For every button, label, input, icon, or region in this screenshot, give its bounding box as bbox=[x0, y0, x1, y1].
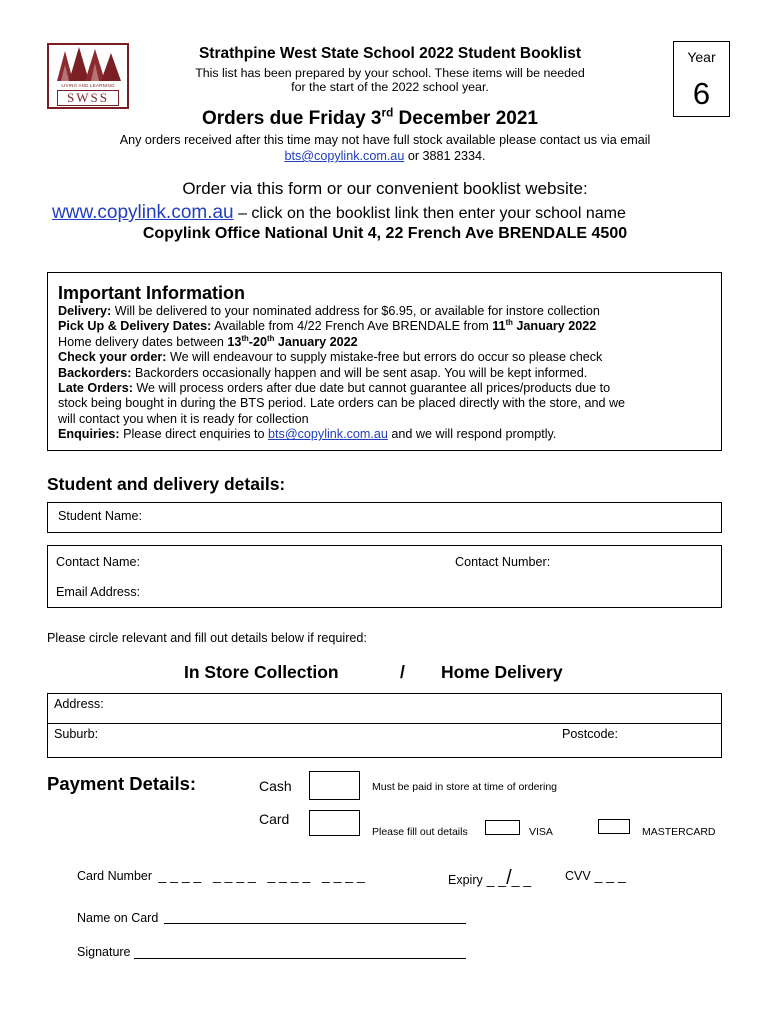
info-delivery: Delivery: Will be delivered to your nominated address for $6.95, or available for instore collection bbox=[58, 304, 600, 318]
card-number-row[interactable] bbox=[77, 867, 365, 885]
logo-motto: LIVING AND LEARNING bbox=[61, 83, 115, 88]
card-note: Please fill out details bbox=[372, 826, 468, 838]
info-pickup: Pick Up & Delivery Dates: Available from 4/22 French Ave BRENDALE from 11th January 2022 bbox=[58, 318, 597, 334]
contact-details-field[interactable] bbox=[47, 545, 722, 608]
info-backorders: Backorders: Backorders occasionally happen and will be sent asap. You will be kept informed. bbox=[58, 365, 588, 380]
expiry-row[interactable]: Expiry _ _/_ _ bbox=[448, 867, 532, 889]
important-info-box bbox=[47, 272, 722, 451]
cash-note: Must be paid in store at time of ordering bbox=[372, 781, 558, 793]
contact-email-link[interactable]: bts@copylink.com.au bbox=[284, 149, 405, 163]
mastercard-checkbox[interactable] bbox=[598, 819, 630, 834]
card-label: Card bbox=[259, 811, 290, 827]
trees-icon bbox=[49, 45, 127, 85]
orders-due-heading: Orders due Friday 3rd December 2021 bbox=[201, 106, 538, 129]
office-address: Copylink Office National Unit 4, 22 French Ave BRENDALE 4500 bbox=[142, 225, 628, 242]
student-name-field[interactable] bbox=[47, 502, 722, 533]
email-address-label: Email Address: bbox=[56, 585, 140, 599]
website-link[interactable]: www.copylink.com.au bbox=[52, 202, 234, 223]
cvv-label: CVV bbox=[565, 869, 591, 883]
booklist-title: Strathpine West State School 2022 Student Booklist bbox=[198, 45, 582, 62]
info-check-order: Check your order: We will endeavour to supply mistake-free but errors do occur so please check bbox=[58, 350, 603, 365]
late-orders-note: Any orders received after this time may not have full stock available please contact us via email bbox=[119, 133, 651, 147]
school-logo bbox=[47, 43, 129, 109]
suburb-field[interactable] bbox=[47, 723, 722, 758]
year-label: Year bbox=[687, 49, 716, 65]
visa-label: VISA bbox=[529, 826, 553, 838]
booklist-subtitle-1: This list has been prepared by your school. These items will be needed bbox=[195, 66, 585, 80]
year-box bbox=[673, 41, 730, 117]
visa-checkbox[interactable] bbox=[485, 820, 520, 835]
signature-label: Signature bbox=[77, 945, 131, 959]
name-on-card-line[interactable] bbox=[164, 923, 466, 924]
option-separator: / bbox=[400, 662, 405, 682]
year-value: 6 bbox=[692, 76, 711, 111]
expiry-label: Expiry bbox=[448, 873, 483, 887]
website-line: www.copylink.com.au – click on the booklist link then enter your school name bbox=[52, 202, 626, 223]
postcode-label: Postcode: bbox=[562, 727, 619, 741]
payment-details-heading: Payment Details: bbox=[47, 773, 197, 794]
student-name-label: Student Name: bbox=[58, 509, 143, 523]
cvv-row[interactable]: CVV _ _ _ bbox=[565, 867, 626, 883]
info-home-delivery: Home delivery dates between 13th-20th January 2022 bbox=[58, 333, 358, 349]
info-late-orders-2: stock being bought in during the BTS period. Late orders can be placed directly with the store, and we bbox=[58, 396, 626, 411]
suburb-label: Suburb: bbox=[54, 727, 99, 741]
card-checkbox[interactable] bbox=[309, 810, 360, 836]
signature-line[interactable] bbox=[134, 958, 466, 959]
enquiries-email-link[interactable]: bts@copylink.com.au bbox=[268, 427, 388, 442]
card-number-label: Card Number bbox=[77, 869, 153, 883]
name-on-card-label: Name on Card bbox=[77, 911, 159, 925]
cash-checkbox[interactable] bbox=[309, 771, 360, 800]
info-late-orders-3: will contact you when it is ready for collection bbox=[58, 411, 309, 426]
info-late-orders: Late Orders: We will process orders after due date but cannot guarantee all prices/products due to bbox=[58, 381, 611, 396]
info-enquiries: Enquiries: Please direct enquiries to bts@copylink.com.au and we will respond promptly. bbox=[58, 427, 557, 442]
logo-letters: SWSS bbox=[57, 90, 119, 106]
address-field[interactable] bbox=[47, 693, 722, 724]
contact-line: bts@copylink.com.au or 3881 2334. bbox=[284, 149, 486, 163]
card-number-blanks: _ _ _ _ _ _ _ _ _ _ _ _ _ _ _ _ bbox=[158, 867, 365, 883]
order-via-text: Order via this form or our convenient booklist website: bbox=[182, 179, 588, 198]
contact-name-label: Contact Name: bbox=[56, 555, 140, 569]
contact-number-label: Contact Number: bbox=[455, 555, 551, 569]
in-store-collection-option[interactable]: In Store Collection bbox=[184, 662, 339, 682]
booklist-subtitle-2: for the start of the 2022 school year. bbox=[291, 80, 489, 94]
mastercard-label: MASTERCARD bbox=[642, 826, 716, 838]
student-details-heading: Student and delivery details: bbox=[47, 474, 286, 494]
circle-instruction: Please circle relevant and fill out details below if required: bbox=[47, 631, 367, 645]
home-delivery-option[interactable]: Home Delivery bbox=[441, 662, 563, 682]
address-label: Address: bbox=[54, 697, 104, 711]
important-info-heading: Important Information bbox=[58, 283, 245, 303]
cash-label: Cash bbox=[259, 778, 292, 794]
